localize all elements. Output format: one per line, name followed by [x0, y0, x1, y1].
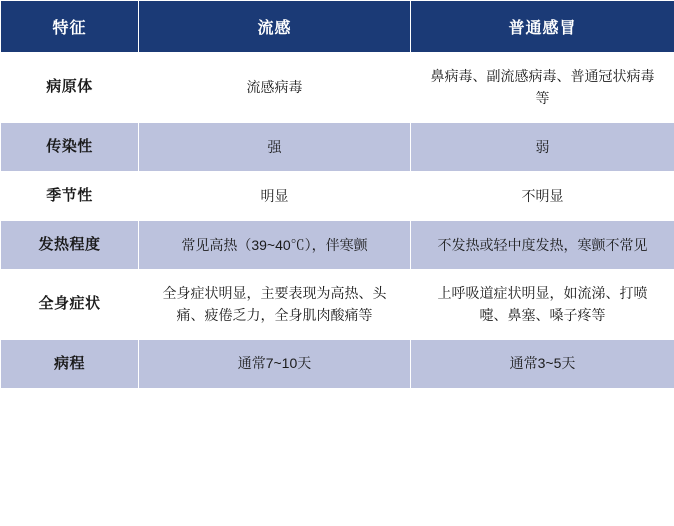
cell-cold-pathogen: 鼻病毒、副流感病毒、普通冠状病毒等 [411, 53, 674, 123]
cell-cold-systemic-symptoms: 上呼吸道症状明显，如流涕、打喷嚏、鼻塞、嗓子疼等 [411, 269, 674, 339]
table-row [1, 53, 674, 123]
cell-cold-contagiousness: 弱 [411, 122, 674, 171]
column-header-common-cold: 普通感冒 [411, 1, 674, 53]
column-header-flu: 流感 [139, 1, 411, 53]
cell-flu-systemic-symptoms: 全身症状明显，主要表现为高热、头痛、疲倦乏力，全身肌肉酸痛等 [139, 269, 411, 339]
cell-flu-pathogen: 流感病毒 [139, 53, 411, 123]
table-row [1, 339, 674, 388]
row-label-seasonality: 季节性 [1, 171, 139, 220]
table-header-row [1, 1, 674, 53]
cell-flu-seasonality: 明显 [139, 171, 411, 220]
table-row [1, 171, 674, 220]
table-body [1, 53, 674, 389]
cell-flu-contagiousness: 强 [139, 122, 411, 171]
row-label-contagiousness: 传染性 [1, 122, 139, 171]
cell-cold-seasonality: 不明显 [411, 171, 674, 220]
cell-flu-fever-degree: 常见高热（39~40℃），伴寒颤 [139, 220, 411, 269]
table-row [1, 269, 674, 339]
table-row [1, 220, 674, 269]
row-label-pathogen: 病原体 [1, 53, 139, 123]
row-label-systemic-symptoms: 全身症状 [1, 269, 139, 339]
cell-flu-disease-course: 通常7~10天 [139, 339, 411, 388]
row-label-fever-degree: 发热程度 [1, 220, 139, 269]
table-header [1, 1, 674, 53]
table-row [1, 122, 674, 171]
column-header-feature: 特征 [1, 1, 139, 53]
cell-cold-disease-course: 通常3~5天 [411, 339, 674, 388]
cell-cold-fever-degree: 不发热或轻中度发热，寒颤不常见 [411, 220, 674, 269]
row-label-disease-course: 病程 [1, 339, 139, 388]
